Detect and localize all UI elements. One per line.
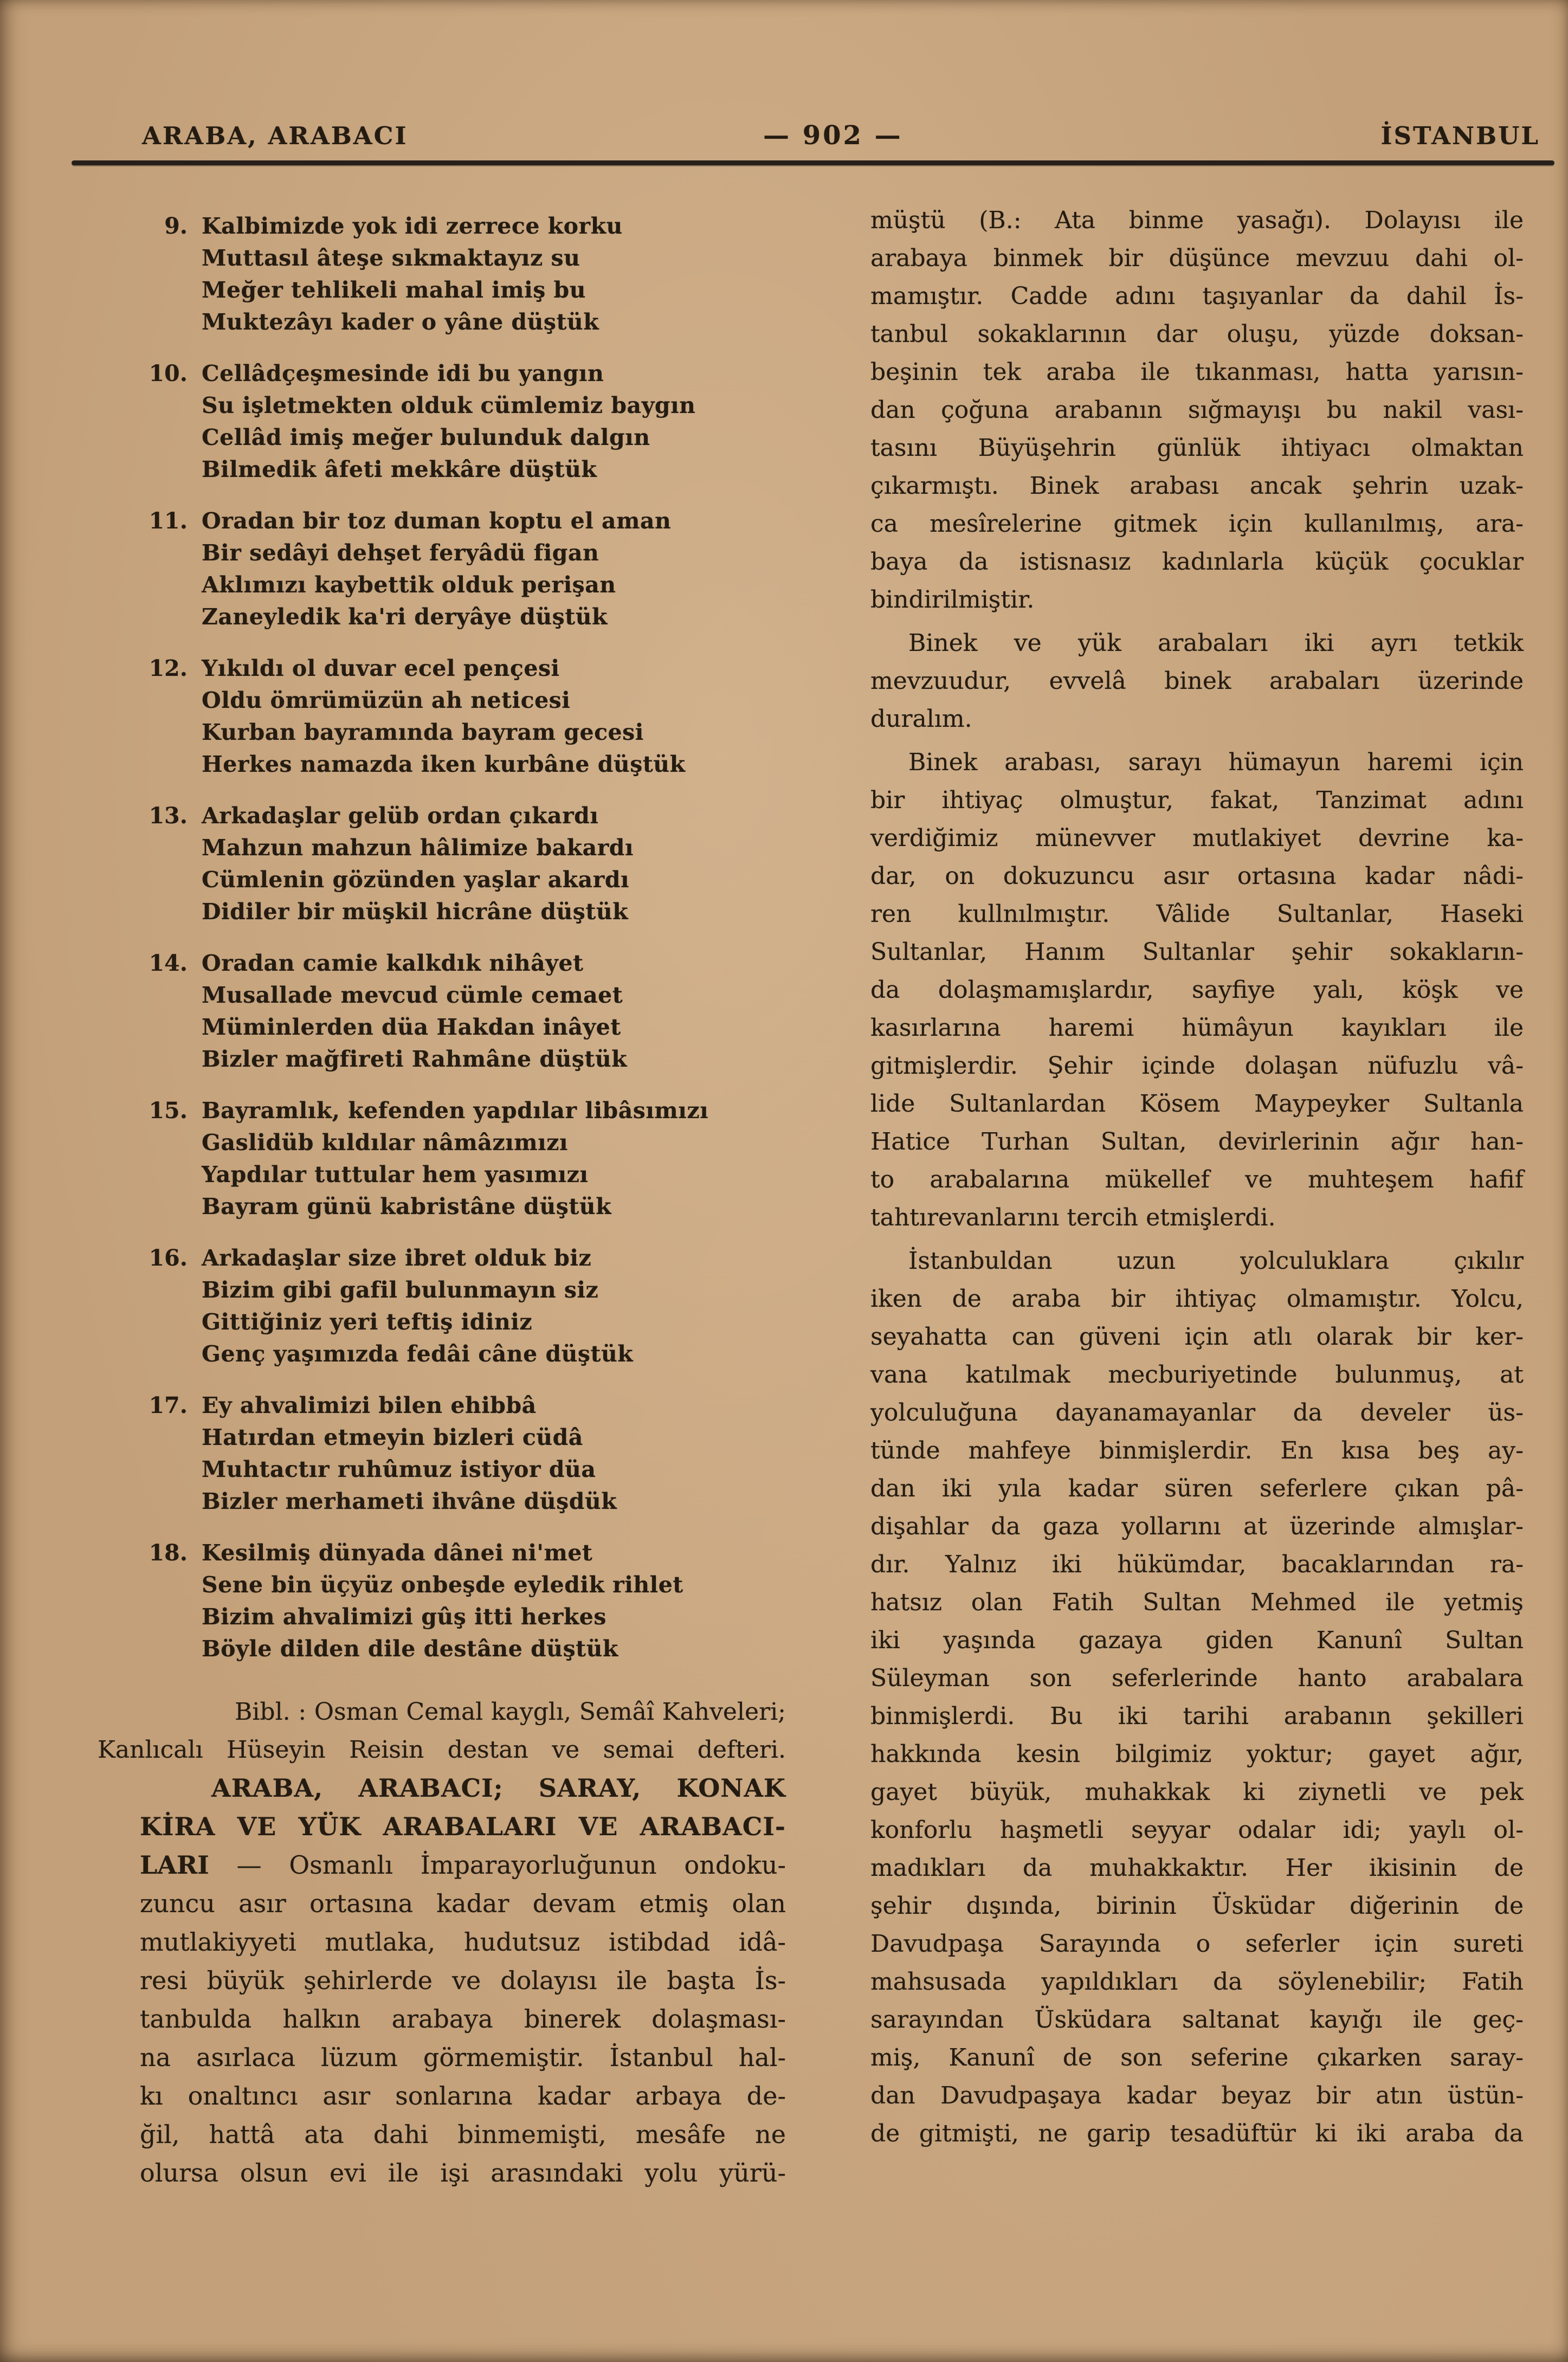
paragraph-line: Sultanlar, Hanım Sultanlar şehir sokakların-	[870, 938, 1524, 966]
paragraph	[870, 1242, 1524, 2153]
verse-line: Muktezâyı kader o yâne düştük	[202, 309, 599, 335]
entry-title-line: ARABA, ARABACI; SARAY, KONAK	[211, 1773, 786, 1803]
paragraph	[870, 624, 1524, 738]
paragraph-line: Hatice Turhan Sultan, devirlerinin ağır han-	[870, 1128, 1524, 1156]
verse-line: Aklımızı kaybettik olduk perişan	[202, 572, 616, 598]
verse-line: Kalbimizde yok idi zerrece korku	[202, 213, 623, 239]
verse	[140, 210, 786, 338]
entry-body-line: kı onaltıncı asır sonlarına kadar arbaya de-	[140, 2081, 786, 2111]
bibliography-line: Bibl. : Osman Cemal kayglı, Semâî Kahveleri;	[235, 1698, 786, 1726]
paragraph-line: bir ihtiyaç olmuştur, fakat, Tanzimat adını	[870, 786, 1524, 814]
paragraph-line: konforlu haşmetli seyyar odalar idi; yaylı ol-	[870, 1816, 1524, 1844]
verse	[140, 1095, 786, 1223]
paragraph-line: Davudpaşa Sarayında o seferler için sureti	[870, 1930, 1524, 1958]
paragraph-line: dan çoğuna arabanın sığmayışı bu nakil vası-	[870, 396, 1524, 424]
verse-line: Oradan camie kalkdık nihâyet	[202, 950, 584, 976]
paragraph-line: lide Sultanlardan Kösem Maypeyker Sultanla	[870, 1090, 1524, 1118]
verse-line: Ey ahvalimizi bilen ehibbâ	[202, 1392, 537, 1418]
paragraph-line: gitmişlerdir. Şehir içinde dolaşan nüfuzlu vâ-	[870, 1052, 1524, 1080]
entry-body-line: zuncu asır ortasına kadar devam etmiş olan	[140, 1889, 786, 1918]
page-number: — 902 —	[763, 120, 903, 151]
verse-line: Kurban bayramında bayram gecesi	[202, 719, 644, 745]
verse-line: Cellâdçeşmesinde idi bu yangın	[202, 360, 604, 386]
verse-line: Sene bin üçyüz onbeşde eyledik rihlet	[202, 1572, 683, 1598]
paragraph-line: müştü (B.: Ata binme yasağı). Dolayısı ile	[870, 206, 1524, 234]
header-rule	[72, 160, 1554, 165]
entry-body-line: mutlakiyyeti mutlaka, hudutsuz istibdad idâ-	[140, 1927, 786, 1957]
paragraph-line: dişahlar da gaza yollarını at üzerinde almışlar-	[870, 1513, 1524, 1540]
verse-line: Oradan bir toz duman koptu el aman	[202, 508, 672, 534]
verse-line: Bizler merhameti ihvâne düşdük	[202, 1488, 617, 1514]
entry-body-line: olursa olsun evi ile işi arasındaki yolu yürü-	[140, 2158, 786, 2187]
paragraph-line: çıkarmıştı. Binek arabası ancak şehrin uzak-	[870, 472, 1524, 500]
paragraph-line: kasırlarına haremi hümâyun kayıkları ile	[870, 1014, 1524, 1042]
verse-line: Meğer tehlikeli mahal imiş bu	[202, 277, 586, 303]
paragraph-line: ren kullnılmıştır. Vâlide Sultanlar, Haseki	[870, 900, 1524, 928]
verse-line: Genç yaşımızda fedâi câne düştük	[202, 1341, 634, 1367]
paragraph-line: hatsız olan Fatih Sultan Mehmed ile yetmiş	[870, 1589, 1524, 1616]
paragraph-line: tasını Büyüşehrin günlük ihtiyacı olmaktan	[870, 434, 1524, 462]
verse-line: Bizim gibi gafil bulunmayın siz	[202, 1277, 599, 1303]
verse-line: Hatırdan etmeyin bizleri cüdâ	[202, 1424, 583, 1450]
verse-number: 10.	[149, 360, 188, 386]
paragraph-line: gayet büyük, muhakkak ki ziynetli ve pek	[870, 1778, 1524, 1806]
entry-body-line: resi büyük şehirlerde ve dolayısı ile başta İs-	[140, 1966, 786, 1995]
running-head-right: İSTANBUL	[1380, 121, 1540, 150]
verse-line: Oldu ömrümüzün ah neticesi	[202, 687, 571, 713]
paragraph-line: arabaya binmek bir düşünce mevzuu dahi ol-	[870, 244, 1524, 272]
left-column	[98, 210, 786, 2192]
paragraph-line: dır. Yalnız iki hükümdar, bacaklarından ra-	[870, 1551, 1524, 1578]
verse-line: Arkadaşlar size ibret olduk biz	[202, 1245, 592, 1271]
verse-line: Yapdılar tuttular hem yasımızı	[202, 1161, 589, 1188]
verse-line: Kesilmiş dünyada dânei ni'met	[202, 1540, 593, 1566]
verse-line: Bayram günü kabristâne düştük	[202, 1193, 612, 1219]
paragraph-line: hakkında kesin bilgimiz yoktur; gayet ağır,	[870, 1740, 1524, 1768]
verse-line: Böyle dilden dile destâne düştük	[202, 1636, 618, 1662]
verse-line: Muhtactır ruhûmuz istiyor düa	[202, 1456, 596, 1482]
paragraph-line: Binek ve yük arabaları iki ayrı tetkik	[908, 629, 1524, 657]
entry-first-line	[140, 1846, 786, 1885]
verse	[140, 505, 786, 633]
verse-line: Musallade mevcud cümle cemaet	[202, 982, 623, 1008]
verse-line: Su işletmekten olduk cümlemiz baygın	[202, 392, 696, 418]
paragraph-line: tünde mahfeye binmişlerdir. En kısa beş ay-	[870, 1437, 1524, 1464]
verse	[140, 1390, 786, 1518]
paragraph-line: mahsusada yapıldıkları da söylenebilir; Fatih	[870, 1968, 1524, 1996]
paragraph	[870, 744, 1524, 1237]
entry-title-continuation: LARI	[140, 1850, 209, 1880]
paragraph-line: madıkları da muhakkaktır. Her ikisinin de	[870, 1854, 1524, 1882]
paragraph-line: to arabalarına mükellef ve muhteşem hafif	[870, 1166, 1524, 1193]
paragraph-line: yolculuğuna dayanamayanlar da develer üs-	[870, 1399, 1524, 1427]
paragraph-line: dar, on dokuzuncu asır ortasına kadar nâdi-	[870, 862, 1524, 890]
verse-line: Bir sedâyi dehşet feryâdü figan	[202, 540, 599, 566]
verse-number: 16.	[149, 1245, 188, 1271]
verse-line: Bizim ahvalimizi gûş itti herkes	[202, 1604, 606, 1630]
verse-lines	[202, 210, 786, 338]
verse-line: Bizler mağfireti Rahmâne düştük	[202, 1046, 628, 1072]
verse-lines	[202, 800, 786, 928]
paragraph-line: dan Davudpaşaya kadar beyaz bir atın üstün-	[870, 2082, 1524, 2109]
paragraph-line: verdiğimiz münevver mutlakiyet devrine ka-	[870, 824, 1524, 852]
verse	[140, 653, 786, 780]
verse-line: Mahzun mahzun hâlimize bakardı	[202, 835, 634, 861]
verse-line: Yıkıldı ol duvar ecel pençesi	[202, 655, 560, 681]
entry-body-line: tanbulda halkın arabaya binerek dolaşması-	[140, 2004, 786, 2034]
paragraph-line: iken de araba bir ihtiyaç olmamıştır. Yolcu,	[870, 1285, 1524, 1313]
verse-line: Arkadaşlar gelüb ordan çıkardı	[202, 803, 599, 829]
verse	[140, 1242, 786, 1370]
verse-lines	[202, 653, 786, 780]
paragraph-line: vana katılmak mecburiyetinde bulunmuş, at	[870, 1361, 1524, 1389]
paragraph-line: duralım.	[870, 705, 972, 733]
verse-number: 14.	[149, 950, 188, 976]
paragraph-line: Binek arabası, sarayı hümayun haremi için	[908, 748, 1524, 776]
verse-line: Müminlerden düa Hakdan inâyet	[202, 1014, 621, 1040]
verse	[140, 1537, 786, 1665]
verse-lines	[202, 1242, 786, 1370]
verse-line: Bilmedik âfeti mekkâre düştük	[202, 456, 597, 482]
paragraph-line: şehir dışında, birinin Üsküdar diğerinin de	[870, 1892, 1524, 1920]
verse-lines	[202, 947, 786, 1075]
article-entry	[140, 1769, 786, 2192]
verse	[140, 800, 786, 928]
entry-body-line: ğil, hattâ ata dahi binmemişti, mesâfe ne	[140, 2120, 786, 2149]
paragraph-line: beşinin tek araba ile tıkanması, hatta yarısın-	[870, 358, 1524, 386]
paragraph-line: dan iki yıla kadar süren seferlere çıkan pâ-	[870, 1475, 1524, 1502]
paragraph-line: mamıştır. Cadde adını taşıyanlar da dahil İs-	[870, 282, 1524, 310]
paragraph	[870, 202, 1524, 619]
verse-line: Cellâd imiş meğer bulunduk dalgın	[202, 424, 650, 450]
paragraph-line: iki yaşında gazaya giden Kanunî Sultan	[870, 1627, 1524, 1654]
verse-lines	[202, 358, 786, 486]
verse-number: 18.	[149, 1540, 188, 1566]
verse-line: Gaslidüb kıldılar nâmâzımızı	[202, 1130, 569, 1156]
verse-lines	[202, 1537, 786, 1665]
verse-line: Cümlenin gözünden yaşlar akardı	[202, 867, 630, 893]
entry-body	[140, 1885, 786, 2192]
paragraph-line: binmişlerdi. Bu iki tarihi arabanın şekilleri	[870, 1702, 1524, 1730]
entry-first-line-text: — Osmanlı İmparayorluğunun ondoku-	[236, 1850, 786, 1880]
paragraph-line: miş, Kanunî de son seferine çıkarken saray-	[870, 2044, 1524, 2071]
verse-lines	[202, 1095, 786, 1223]
verse-line: Didiler bir müşkil hicrâne düştük	[202, 899, 629, 925]
verse-lines	[202, 505, 786, 633]
paragraph-line: da dolaşmamışlardır, sayfiye yalı, köşk ve	[870, 976, 1524, 1004]
verse	[140, 947, 786, 1075]
right-column	[870, 202, 1524, 2153]
paragraph-line: tahtırevanlarını tercih etmişlerdi.	[870, 1204, 1276, 1231]
paragraph-line: seyahatta can güveni için atlı olarak bir ker-	[870, 1323, 1524, 1351]
verse-number: 17.	[149, 1392, 188, 1418]
bibliography	[98, 1693, 786, 1769]
verse-line: Gittiğiniz yeri teftiş idiniz	[202, 1309, 533, 1335]
entry-body-line: na asırlaca lüzum görmemiştir. İstanbul hal-	[140, 2043, 786, 2072]
paragraph-line: baya da istisnasız kadınlarla küçük çocuklar	[870, 548, 1524, 576]
verse-number: 11.	[149, 508, 188, 534]
paragraph-line: Süleyman son seferlerinde hanto arabalara	[870, 1664, 1524, 1692]
verse-number: 15.	[149, 1098, 188, 1124]
verse-number: 12.	[149, 655, 188, 681]
verse-line: Herkes namazda iken kurbâne düştük	[202, 751, 686, 777]
entry-title-line: KİRA VE YÜK ARABALARI VE ARABACI-	[140, 1812, 786, 1841]
paragraph-line: de gitmişti, ne garip tesadüftür ki iki araba da	[870, 2120, 1524, 2147]
verse-line: Bayramlık, kefenden yapdılar libâsımızı	[202, 1098, 709, 1124]
verse-number: 13.	[149, 803, 188, 829]
paragraph-line: ca mesîrelerine gitmek için kullanılmış, ara-	[870, 510, 1524, 538]
verse-number: 9.	[164, 213, 188, 239]
paragraph-line: İstanbuldan uzun yolculuklara çıkılır	[908, 1247, 1524, 1275]
verse-lines	[202, 1390, 786, 1518]
bibliography-line: Kanlıcalı Hüseyin Reisin destan ve semai defteri.	[98, 1736, 786, 1764]
verse-line: Zaneyledik ka'ri deryâye düştük	[202, 604, 608, 630]
paragraph-line: bindirilmiştir.	[870, 586, 1035, 614]
paragraph-line: mevzuudur, evvelâ binek arabaları üzerinde	[870, 667, 1524, 695]
verse-line: Muttasıl âteşe sıkmaktayız su	[202, 245, 580, 271]
paragraph-line: sarayından Üsküdara saltanat kayığı ile geç-	[870, 2006, 1524, 2034]
running-head-left: ARABA, ARABACI	[142, 121, 408, 150]
verse-list	[140, 210, 786, 1665]
paragraph-line: tanbul sokaklarının dar oluşu, yüzde doksan-	[870, 320, 1524, 348]
verse	[140, 358, 786, 486]
